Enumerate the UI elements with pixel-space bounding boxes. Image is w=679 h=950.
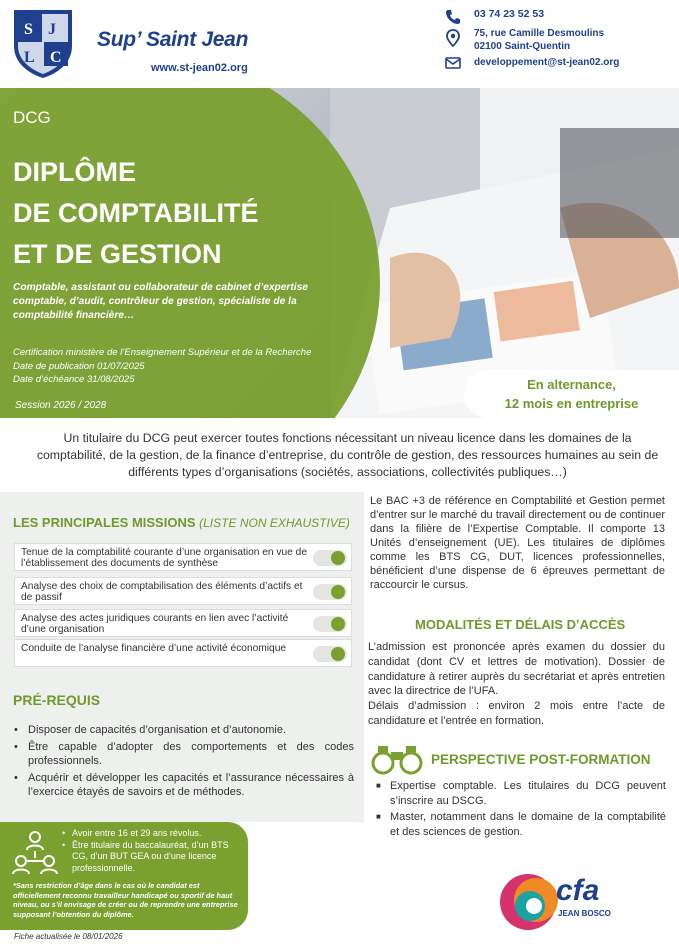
brand-name: Sup’ Saint Jean	[97, 28, 248, 52]
intro-paragraph: Un titulaire du DCG peut exercer toutes fonctions nécessitant un niveau licence dans les domaines de la comptabilité, de la gestion, de la finance d’entreprise, du contrôle de gestion, des ressources humaines au sein de différents types d’organisations (sociétés, associations, collectivités publiques…)	[36, 431, 659, 479]
list-item: • Acquérir et développer les capacités et l’assurance nécessaires à l’exercice étayés de savoirs et de méthodes.	[14, 771, 354, 800]
location-pin-icon	[444, 29, 462, 47]
alternance-badge	[464, 370, 679, 418]
certification-info	[13, 346, 311, 387]
modalites-paragraph-2: Délais d’admission : environ 2 mois entre l’acte de candidature et l’entrée en formation.	[368, 700, 665, 727]
mission-item: Analyse des actes juridiques courants en lien avec l’activité d’une organisation	[14, 609, 352, 637]
prerequis-heading: PRÉ-REQUIS	[13, 692, 101, 708]
perspective-heading: PERSPECTIVE POST-FORMATION	[431, 752, 651, 767]
email-address: developpement@st-jean02.org	[474, 57, 620, 68]
update-date: Fiche actualisée le 08/01/2026	[14, 932, 123, 941]
title-line-3: ET DE GESTION	[13, 239, 222, 269]
cert-line-3: Date d’échéance 31/08/2025	[13, 374, 135, 385]
prerequis-list	[14, 723, 354, 802]
mission-toggle	[313, 550, 347, 566]
public-footnote: *Sans restriction d’âge dans le cas où le candidat est officiellement reconnu travailleur handicapé ou sportif de haut niveau, ou s’il envisage de créer ou de reprendre une entreprise supposant l’obtention du diplôme.	[13, 881, 238, 919]
desk-photo-illustration	[330, 88, 679, 418]
modalites-paragraph-1: L’admission est prononcée après examen du dossier du candidat (dont CV et lettres de motivation). Dossier de candidature à retirer auprès du secrétariat et après entretien avec la directrice de l’UFA.	[368, 641, 665, 698]
list-item: ■ Master, notamment dans le domaine de la comptabilité et des sciences de gestion.	[376, 810, 666, 839]
mission-toggle	[313, 584, 347, 600]
phone[interactable]	[474, 8, 544, 21]
page-title	[13, 152, 259, 275]
public-list	[60, 828, 240, 874]
session-years: Session 2026 / 2028	[15, 400, 107, 411]
title-line-1: DIPLÔME	[13, 157, 137, 187]
header	[0, 0, 679, 88]
mission-item: Analyse des choix de comptabilisation des éléments d’actifs et de passif	[14, 577, 352, 605]
cfa-name: JEAN BOSCO	[558, 909, 611, 918]
missions-heading-note: (LISTE NON EXHAUSTIVE)	[199, 516, 350, 530]
list-item: ■ Expertise comptable. Les titulaires du DCG peuvent s’inscrire au DSCG.	[376, 779, 666, 808]
binoculars-icon	[370, 742, 424, 776]
modalites-heading: MODALITÉS ET DÉLAIS D’ACCÈS	[415, 617, 626, 632]
mission-toggle	[313, 646, 347, 662]
phone-icon	[444, 8, 462, 26]
website-link[interactable]: www.st-jean02.org	[151, 62, 248, 74]
crest-letter-s: S	[24, 21, 33, 38]
alternance-line-1: En alternance,	[527, 377, 616, 392]
bac-description: Le BAC +3 de référence en Comptabilité et Gestion permet d’entrer sur le marché du travail directement ou de continuer dans la filière de l’Expertise Comptable. Il comporte 13 Unités d’enseignement (UE). Les titulaires de diplômes comme les BTS CG, DUT, licences professionnelles, bénéficient d’une dispense de 6 épreuves permettant de raccourcir le cursus.	[370, 495, 665, 591]
list-item: • Disposer de capacités d’organisation et d’autonomie.	[14, 723, 354, 738]
missions-heading: LES PRINCIPALES MISSIONS (LISTE NON EXHAUSTIVE)	[13, 515, 350, 530]
cert-line-1: Certification ministère de l’Enseignement Supérieur et de la Recherche	[13, 347, 312, 358]
title-line-2: DE COMPTABILITÉ	[13, 198, 259, 228]
list-item: • Être capable d’adopter des comportements et des codes professionnels.	[14, 740, 354, 769]
modalites-text	[368, 640, 665, 729]
list-item: • Avoir entre 16 et 29 ans révolus.	[60, 828, 240, 840]
cert-line-2: Date de publication 01/07/2025	[13, 360, 145, 372]
email-icon	[444, 54, 462, 72]
mission-item: Conduite de l’analyse financière d’une activité économique	[14, 639, 352, 667]
address-line-1: 75, rue Camille Desmoulins	[474, 28, 605, 39]
phone-number: 03 74 23 52 53	[474, 8, 545, 20]
cfa-wordmark: cfa	[556, 874, 600, 907]
email[interactable]	[474, 56, 619, 69]
people-network-icon	[10, 828, 60, 878]
mission-toggle	[313, 616, 347, 632]
school-crest-logo	[10, 6, 76, 80]
crest-letter-l: L	[24, 49, 35, 66]
job-subtitle: Comptable, assistant ou collaborateur de cabinet d’expertise comptable, d’audit, contrôleur de gestion, spécialiste de la comptabilité financière…	[13, 282, 308, 321]
address-line-2: 02100 Saint-Quentin	[474, 41, 571, 52]
address	[474, 27, 604, 53]
crest-letter-c: C	[50, 49, 62, 66]
diploma-tag: DCG	[13, 108, 51, 127]
mission-item: Tenue de la comptabilité courante d’une organisation en vue de l’établissement des documents de synthèse	[14, 543, 352, 571]
list-item: • Être titulaire du baccalauréat, d’un BTS CG, d’un BUT GEA ou d’une licence professionnelle.	[60, 840, 240, 875]
perspective-list	[376, 779, 666, 841]
alternance-line-2: 12 mois en entreprise	[504, 396, 639, 411]
crest-letter-j: J	[48, 21, 56, 38]
